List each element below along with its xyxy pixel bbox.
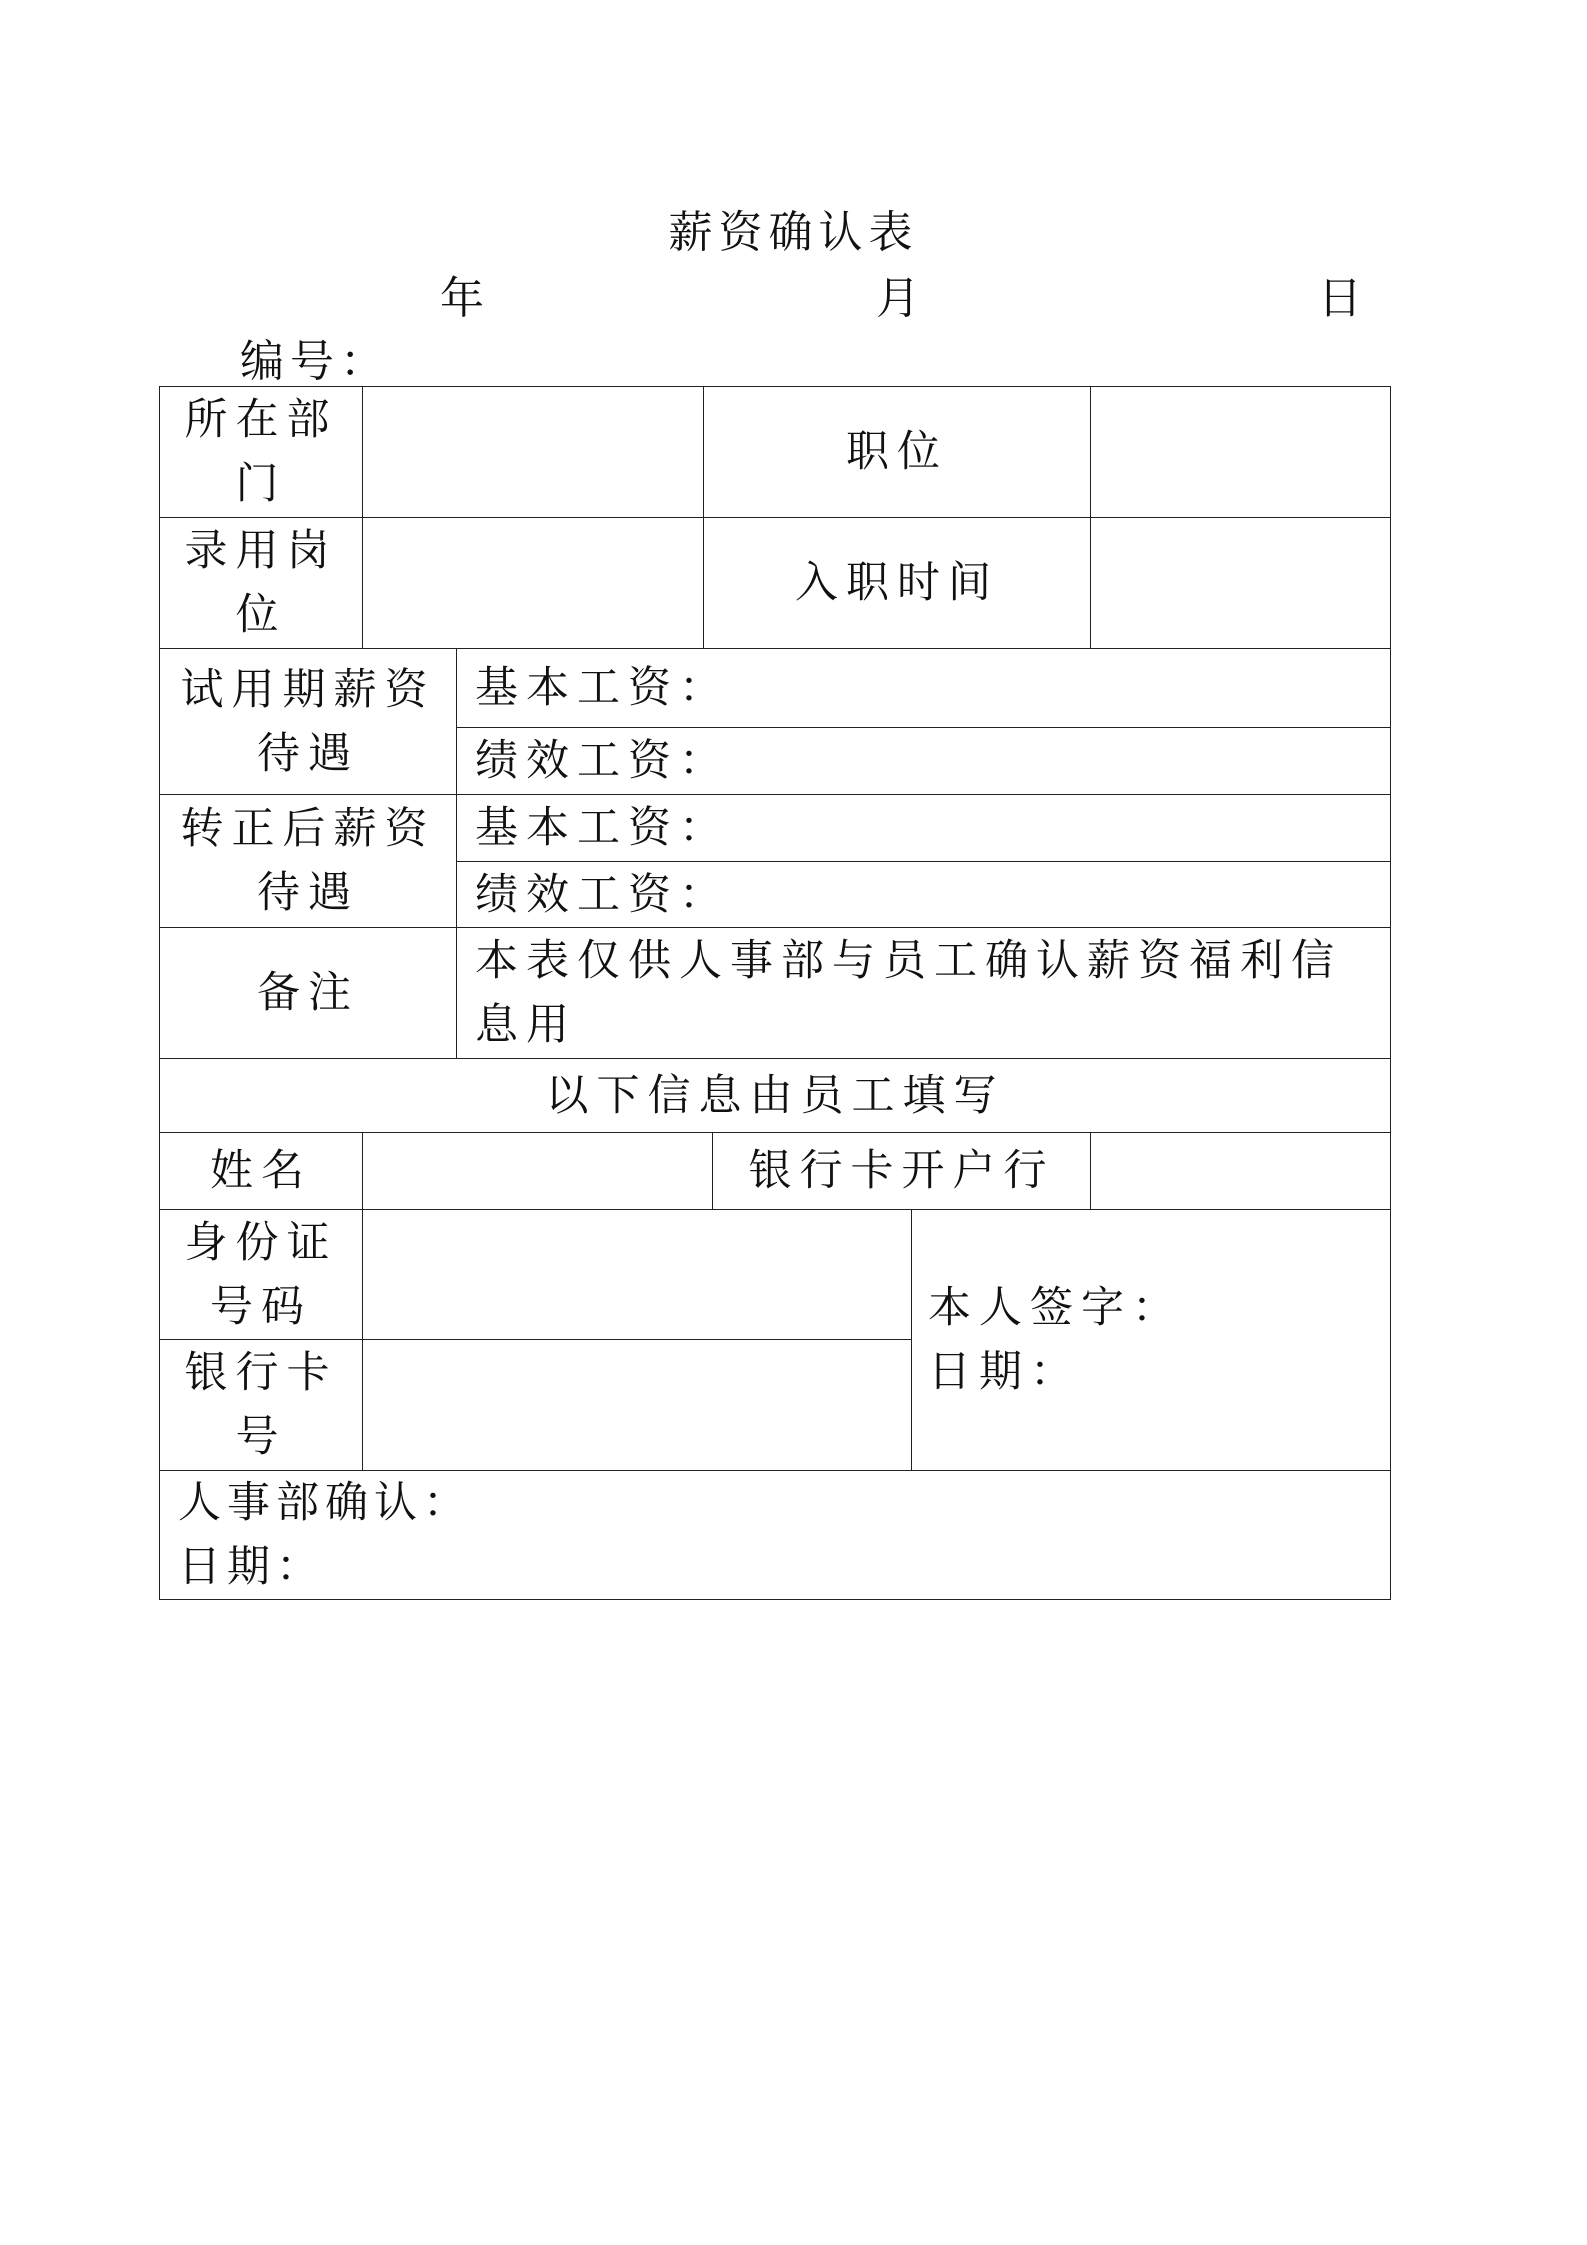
hr-confirm-label: 人事部确认： — [178, 1478, 472, 1528]
month-label: 月 — [876, 273, 920, 324]
serial-number-label: 编号： — [240, 336, 390, 387]
probation-performance-salary-field[interactable]: 绩效工资： — [457, 728, 1391, 795]
entry-time-label: 入职时间 — [704, 518, 1091, 649]
hired-post-label: 录用岗位 — [160, 518, 363, 649]
position-field[interactable] — [1091, 387, 1391, 518]
employee-section-heading: 以下信息由员工填写 — [160, 1059, 1391, 1133]
employee-signature-cell[interactable] — [912, 1210, 1391, 1471]
document-title: 薪资确认表 — [668, 207, 919, 258]
salary-confirmation-table — [159, 386, 1391, 1600]
id-number-field[interactable] — [363, 1210, 912, 1340]
hr-confirmation-cell[interactable] — [160, 1471, 1391, 1600]
bank-card-field[interactable] — [363, 1340, 912, 1471]
department-label: 所在部门 — [160, 387, 363, 518]
bank-branch-label: 银行卡开户行 — [713, 1133, 1091, 1210]
year-label: 年 — [440, 273, 484, 324]
remark-text: 本表仅供人事部与员工确认薪资福利信息用 — [457, 928, 1391, 1059]
name-label: 姓名 — [160, 1133, 363, 1210]
id-number-label: 身份证号码 — [160, 1210, 363, 1340]
regular-base-salary-field[interactable]: 基本工资： — [457, 795, 1391, 862]
regular-performance-salary-field[interactable]: 绩效工资： — [457, 862, 1391, 928]
hr-date-label: 日期： — [178, 1542, 325, 1592]
signature-date-label: 日期： — [928, 1347, 1081, 1397]
bank-branch-field[interactable] — [1091, 1133, 1391, 1210]
bank-card-label: 银行卡号 — [160, 1340, 363, 1471]
probation-salary-label: 试用期薪资待遇 — [160, 649, 457, 795]
position-label: 职位 — [704, 387, 1091, 518]
day-label: 日 — [1318, 273, 1362, 324]
remark-label: 备注 — [160, 928, 457, 1059]
entry-time-field[interactable] — [1091, 518, 1391, 649]
hired-post-field[interactable] — [363, 518, 704, 649]
probation-base-salary-field[interactable]: 基本工资： — [457, 649, 1391, 728]
department-field[interactable] — [363, 387, 704, 518]
signature-label: 本人签字： — [928, 1283, 1183, 1333]
regular-salary-label: 转正后薪资待遇 — [160, 795, 457, 928]
name-field[interactable] — [363, 1133, 713, 1210]
